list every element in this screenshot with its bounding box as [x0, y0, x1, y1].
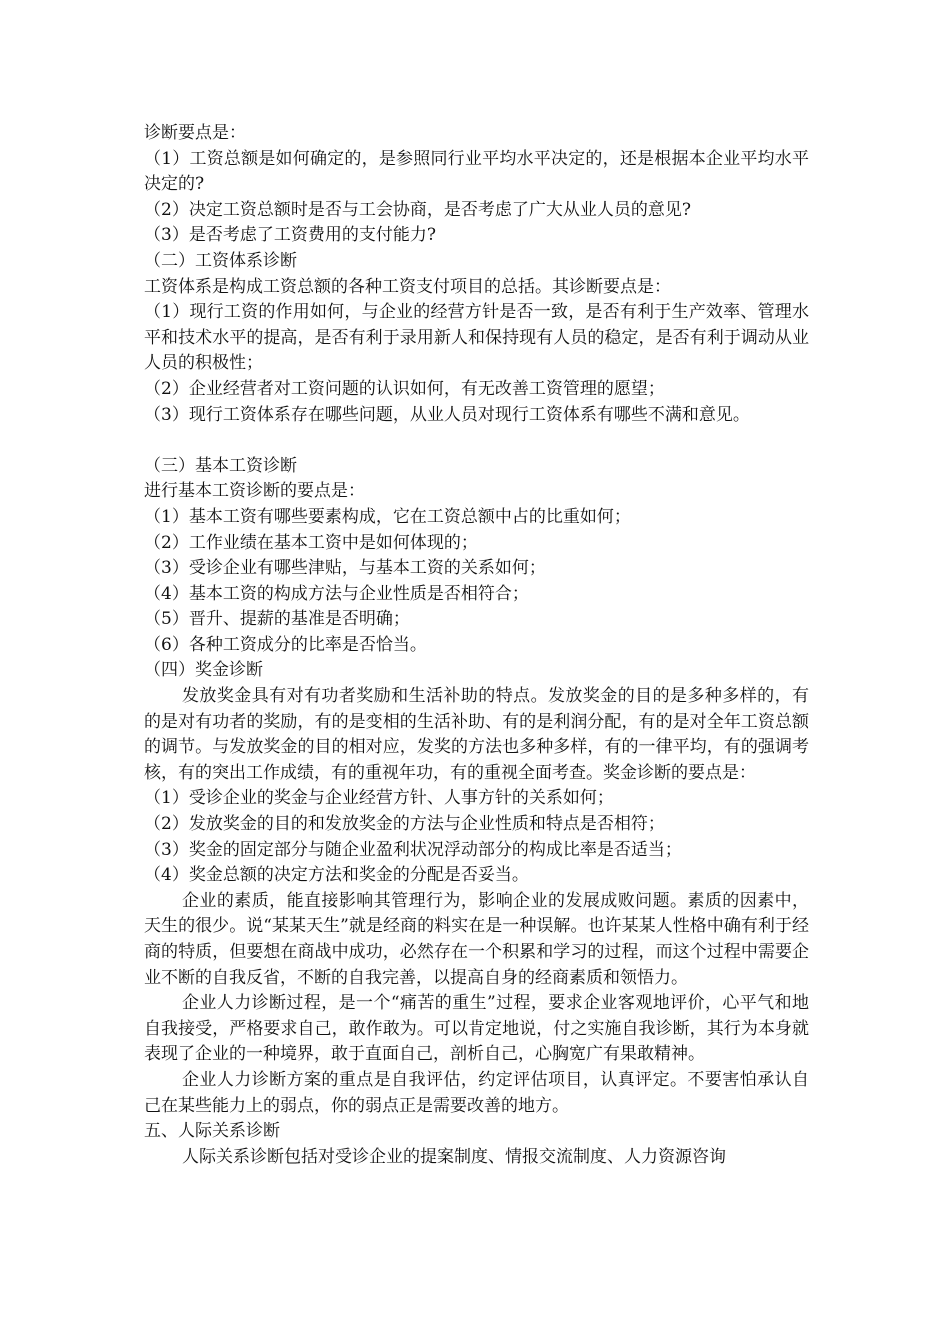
text-line: （2）决定工资总额时是否与工会协商，是否考虑了广大从业人员的意见?	[144, 199, 691, 220]
text-paragraph: 企业的素质，能直接影响其管理行为，影响企业的发展成败问题。素质的因素中，天生的很少。说“某某天生”就是经商的料实在是一种误解。也许某某人性格中确有利于经商的特质，但要想在商战中成功，必然存在一个积累和学习的过程，而这个过程中需要企业不断的自我反省，不断的自我完善，以提高自身的经商素质和领悟力。	[144, 890, 809, 988]
list-item: （6）各种工资成分的比率是否恰当。	[144, 634, 427, 655]
section-heading: 五、人际关系诊断	[144, 1121, 280, 1142]
list-item: （1）受诊企业的奖金与企业经营方针、人事方针的关系如何；	[144, 788, 614, 809]
list-item: （1）基本工资有哪些要素构成，它在工资总额中占的比重如何；	[144, 506, 631, 527]
text-paragraph: 人际关系诊断包括对受诊企业的提案制度、情报交流制度、人力资源咨询	[182, 1146, 726, 1167]
text-paragraph: 企业人力诊断方案的重点是自我评估，约定评估项目，认真评定。不要害怕承认自己在某些能力上的弱点，你的弱点正是需要改善的地方。	[144, 1069, 809, 1116]
list-item: （2）工作业绩在基本工资中是如何体现的；	[144, 532, 478, 553]
text-line: 工资体系是构成工资总额的各种工资支付项目的总括。其诊断要点是：	[144, 276, 671, 297]
text-line: 进行基本工资诊断的要点是：	[144, 481, 365, 502]
section-heading: （三）基本工资诊断	[144, 455, 297, 476]
text-line: 诊断要点是：	[144, 123, 246, 143]
list-item: （3）受诊企业有哪些津贴，与基本工资的关系如何；	[144, 558, 546, 579]
list-item: （3）奖金的固定部分与随企业盈利状况浮动部分的构成比率是否适当；	[144, 839, 682, 860]
text-line: （3）是否考虑了工资费用的支付能力?	[144, 225, 436, 246]
list-item: （5）晋升、提薪的基准是否明确；	[144, 609, 410, 630]
text-paragraph: （1）工资总额是如何确定的，是参照同行业平均水平决定的，还是根据本企业平均水平决定的?	[144, 148, 809, 195]
list-item: （2）发放奖金的目的和发放奖金的方法与企业性质和特点是否相符；	[144, 814, 665, 835]
blank-line	[144, 428, 809, 454]
text-line: （2）企业经营者对工资问题的认识如何，有无改善工资管理的愿望；	[144, 378, 665, 399]
section-heading: （二）工资体系诊断	[144, 250, 297, 271]
text-paragraph: （1）现行工资的作用如何，与企业的经营方针是否一致，是否有利于生产效率、管理水平和技术水平的提高，是否有利于录用新人和保持现有人员的稳定，是否有利于调动从业人员的积极性；	[144, 302, 809, 374]
list-item: （4）基本工资的构成方法与企业性质是否相符合；	[144, 583, 529, 604]
text-line: （3）现行工资体系存在哪些问题，从业人员对现行工资体系有哪些不满和意见。	[144, 404, 750, 425]
section-heading: （四）奖金诊断	[144, 660, 263, 681]
document-page	[144, 121, 809, 1170]
text-paragraph: 发放奖金具有对有功者奖励和生活补助的特点。发放奖金的目的是多种多样的，有的是对有功者的奖励，有的是变相的生活补助、有的是利润分配，有的是对全年工资总额的调节。与发放奖金的目的相对应，发奖的方法也多种多样，有的一律平均，有的强调考核，有的突出工作成绩，有的重视年功，有的重视全面考查。奖金诊断的要点是：	[144, 686, 809, 783]
text-paragraph: 企业人力诊断过程，是一个“痛苦的重生”过程，要求企业客观地评价，心平气和地自我接受，严格要求自己，敢作敢为。可以肯定地说，付之实施自我诊断，其行为本身就表现了企业的一种境界，敢于直面自己，剖析自己，心胸宽广有果敢精神。	[144, 993, 809, 1065]
list-item: （4）奖金总额的决定方法和奖金的分配是否妥当。	[144, 865, 529, 886]
